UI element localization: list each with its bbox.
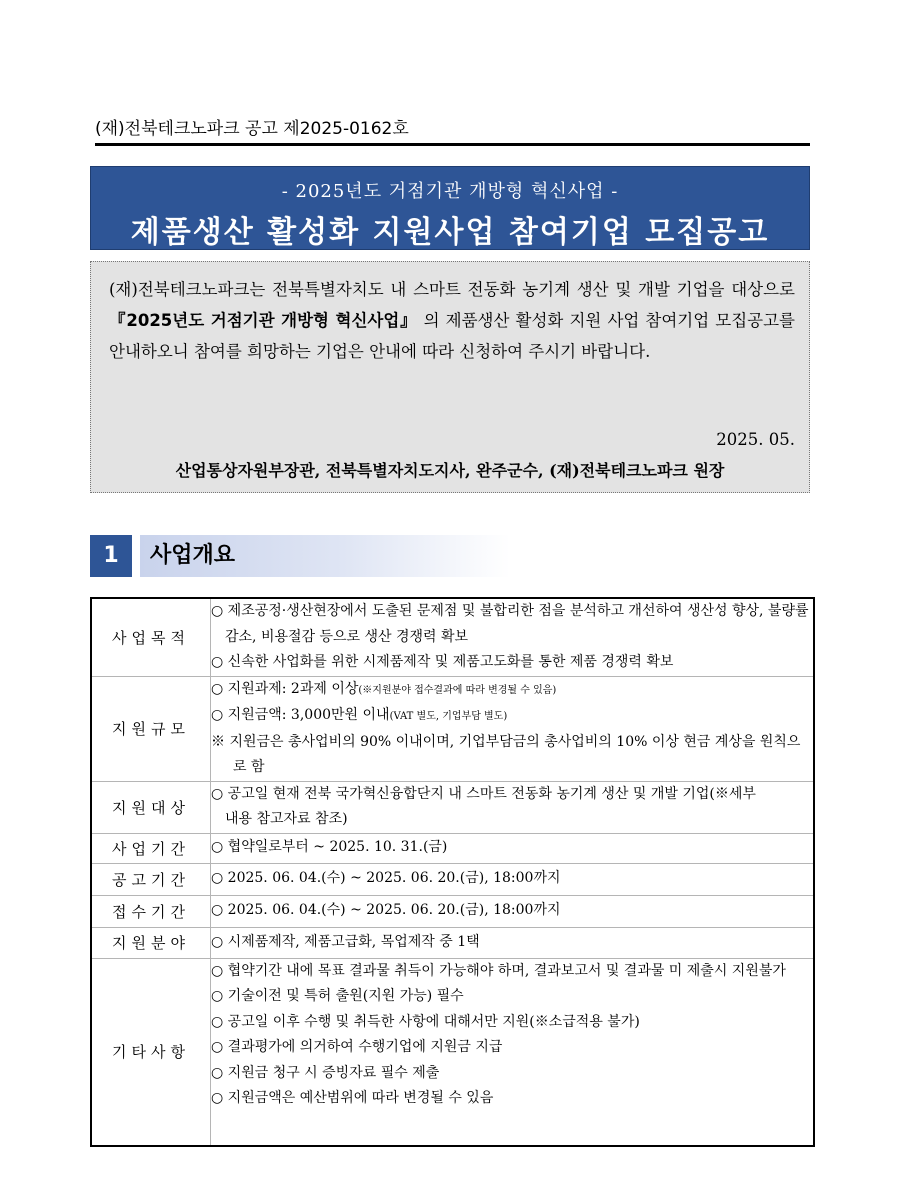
list-item: ○ 기술이전 및 특허 출원(지원 가능) 필수 [211, 988, 464, 1004]
row-label: 지원규모 [91, 676, 211, 781]
table-row [91, 598, 814, 676]
notice-number: (재)전북테크노파크 공고 제2025-0162호 [95, 114, 810, 146]
list-item: ○ 신속한 사업화를 위한 시제품제작 및 제품고도화를 통한 제품 경쟁력 확보 [211, 654, 674, 670]
intro-program-name: 『2025년도 거점기관 개방형 혁신사업』 [109, 311, 418, 330]
table-row [91, 863, 814, 895]
section-number: 1 [90, 535, 132, 577]
list-item: ○ 결과평가에 의거하여 수행기업에 지원금 지급 [211, 1039, 503, 1055]
list-item: ○ 지원금액은 예산범위에 따라 변경될 수 있음 [211, 1090, 494, 1106]
intro-date: 2025. 05. [716, 430, 795, 449]
row-label: 기타사항 [91, 958, 211, 1146]
intro-paragraph [109, 274, 795, 367]
overview-table [90, 597, 815, 1147]
row-label: 접수기간 [91, 895, 211, 927]
row-content: ○ 2025. 06. 04.(수) ~ 2025. 06. 20.(금), 18:00까지 [211, 863, 815, 895]
table-row [91, 833, 814, 863]
list-item: ○ 공고일 이후 수행 및 취득한 사항에 대해서만 지원(※소급적용 불가) [211, 1013, 640, 1030]
table-row [91, 927, 814, 958]
banner-subtitle: - 2025년도 거점기관 개방형 혁신사업 - [281, 181, 619, 202]
row-label: 공고기간 [91, 863, 211, 895]
list-item: ○ 제조공정·생산현장에서 도출된 문제점 및 불합리한 점을 분석하고 개선하여 생산성 향상, 불량률 감소, 비용절감 등으로 생산 경쟁력 확보 [211, 603, 809, 645]
row-content [211, 676, 815, 781]
scale-item-main: ○ 지원과제: 2과제 이상 [211, 680, 359, 697]
row-content [211, 598, 815, 676]
intro-text-before: (재)전북테크노파크는 전북특별자치도 내 스마트 전동화 농기계 생산 및 개발 기업을 대상으로 [109, 280, 795, 299]
scale-note: ※ 지원금은 총사업비의 90% 이내이며, 기업부담금의 총사업비의 10% 이상 현금 계상을 원칙으로 함 [211, 733, 801, 775]
list-item: ○ 공고일 현재 전북 국가혁신융합단지 내 스마트 전동화 농기계 생산 및 개발 기업(※세부내용 참고자료 참조) [211, 785, 756, 827]
table-row [91, 676, 814, 781]
row-content: ○ 시제품제작, 제품고급화, 목업제작 중 1택 [211, 927, 815, 958]
row-label: 지원분야 [91, 927, 211, 958]
table-row [91, 781, 814, 833]
row-content: ○ 2025. 06. 04.(수) ~ 2025. 06. 20.(금), 18:00까지 [211, 895, 815, 927]
row-content [211, 781, 815, 833]
list-item [211, 703, 813, 730]
title-banner [90, 166, 810, 250]
intro-box [90, 261, 810, 493]
scale-item-main: ○ 지원금액: 3,000만원 이내 [211, 707, 390, 723]
table-row [91, 895, 814, 927]
row-content: ○ 협약일로부터 ~ 2025. 10. 31.(금) [211, 833, 815, 863]
section-title: 사업개요 [140, 535, 510, 577]
intro-text-after: 의 제품생산 활성화 지원 사업 참여기업 모집공고를 안내하오니 참여를 희망하는 기업은 안내에 따라 신청하여 주시기 바랍니다. [109, 311, 795, 361]
list-item: ○ 지원금 청구 시 증빙자료 필수 제출 [211, 1064, 440, 1081]
table-row [91, 958, 814, 1146]
list-item [211, 677, 813, 704]
scale-item-note: (※지원분야 접수결과에 따라 변경될 수 있음) [358, 684, 557, 696]
row-label: 사업기간 [91, 833, 211, 863]
row-content [211, 958, 815, 1146]
section-header [90, 535, 510, 577]
scale-item-note: (VAT 별도, 기업부담 별도) [389, 711, 508, 722]
row-label: 사업목적 [91, 598, 211, 676]
banner-title: 제품생산 활성화 지원사업 참여기업 모집공고 [130, 215, 770, 250]
intro-signers: 산업통상자원부장관, 전북특별자치도지사, 완주군수, (재)전북테크노파크 원장 [175, 461, 725, 480]
list-item: ○ 협약기간 내에 목표 결과물 취득이 가능해야 하며, 결과보고서 및 결과물 미 제출시 지원불가 [211, 962, 786, 979]
row-label: 지원대상 [91, 781, 211, 833]
